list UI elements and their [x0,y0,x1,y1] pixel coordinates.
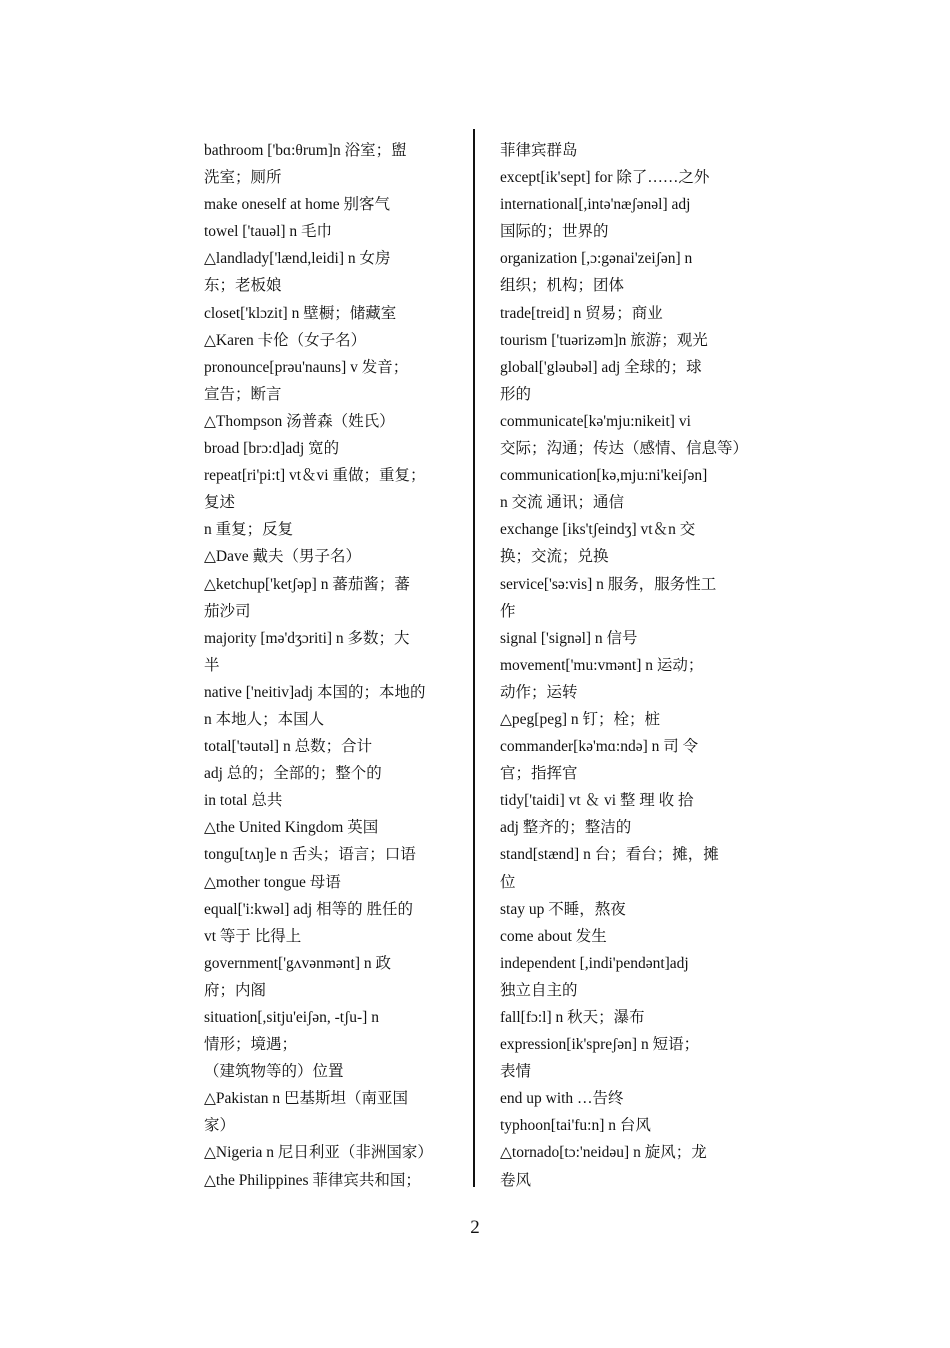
vocab-line: n 本地人；本国人 [204,710,325,728]
vocab-line: make oneself at home 别客气 [204,196,390,214]
vocab-line: 作 [500,602,516,620]
vocab-line: n 交流 通讯；通信 [500,494,625,512]
vocab-line: 半 [204,656,220,674]
vocab-line: △peg[peg] n 钉；栓；桩 [500,710,661,728]
right-column [500,137,748,1194]
vocab-line: stay up 不睡，熬夜 [500,900,626,918]
vocab-line: pronounce[prəu'nauns] v 发音； [204,358,409,376]
vocab-line: 宣告；断言 [204,385,282,403]
vocab-line: except[ik'sept] for 除了……之外 [500,169,710,187]
vocab-line: （建筑物等的）位置 [204,1063,344,1081]
vocab-line: adj 总的；全部的；整个的 [204,765,382,783]
vocab-line: △Dave 戴夫（男子名） [204,548,361,566]
vocab-line: expression[ik'spreʃən] n 短语； [500,1036,700,1054]
vocab-line: △tornado[tɔ:'neidəu] n 旋风；龙 [500,1144,707,1162]
vocab-line: △Nigeria n 尼日利亚（非洲国家） [204,1144,433,1162]
vocab-line: 洗室；厕所 [204,169,282,187]
vocab-line: 复述 [204,494,236,512]
vocab-line: △the United Kingdom 英国 [204,819,379,837]
vocab-line: native ['neitiv]adj 本国的；本地的 [204,683,426,701]
vocab-line: communication[kə,mju:ni'keiʃən] [500,467,708,485]
vocab-line: 换；交流；兑换 [500,548,609,566]
vocab-line: end up with …告终 [500,1090,624,1108]
left-column [204,137,452,1194]
vocab-line: △the Philippines 菲律宾共和国； [204,1171,421,1189]
vocab-line: 卷风 [500,1171,532,1189]
vocab-line: △Karen 卡伦（女子名） [204,331,367,349]
vocab-line: majority [mə'dʒɔriti] n 多数；大 [204,629,410,647]
vocab-line: 茄沙司 [204,602,251,620]
column-divider [473,129,475,1187]
vocab-line: 家） [204,1117,236,1135]
vocab-line: adj 整齐的；整洁的 [500,819,632,837]
vocab-line: movement['mu:vmənt] n 运动； [500,656,704,674]
vocab-line: organization [,ɔ:gənai'zeiʃən] n [500,250,693,268]
page-number: 2 [470,1217,480,1238]
vocab-line: service['sə:vis] n 服务，服务性工 [500,575,717,593]
vocab-line: 形的 [500,385,532,403]
vocab-line: government['gʌvənmənt] n 政 [204,954,392,972]
vocab-line: signal ['signəl] n 信号 [500,629,638,647]
vocab-line: 国际的；世界的 [500,223,609,241]
vocab-line: 菲律宾群岛 [500,142,578,159]
vocab-line: total['təutəl] n 总数；合计 [204,738,373,756]
vocab-line: global['gləubəl] adj 全球的；球 [500,358,702,376]
vocab-line: communicate[kə'mju:nikeit] vi [500,412,691,430]
vocab-line: tongu[tʌŋ]e n 舌头；语言；口语 [204,846,416,864]
vocab-line: tidy['taidi] vt ＆ vi 整 理 收 拾 [500,792,694,810]
vocab-line: equal['i:kwəl] adj 相等的 胜任的 [204,900,413,918]
vocab-line: situation[,sitju'eiʃən, -tʃu-] n [204,1009,379,1026]
vocab-line: trade[treid] n 贸易；商业 [500,304,663,322]
vocab-line: n 重复；反复 [204,521,294,539]
vocab-line: come about 发生 [500,927,607,945]
vocab-line: △landlady['lænd,leidi] n 女房 [204,250,391,268]
vocab-line: bathroom ['bɑ:θrum]n 浴室；盥 [204,142,407,159]
vocab-line: tourism ['tuərizəm]n 旅游；观光 [500,331,708,349]
vocab-line: 府；内阁 [204,981,267,999]
vocab-line: 官；指挥官 [500,765,578,783]
vocab-line: exchange [iks'tʃeindʒ] vt＆n 交 [500,521,696,539]
vocab-line: broad [brɔ:d]adj 宽的 [204,440,340,458]
vocab-line: 位 [500,873,516,891]
vocab-line: 交际；沟通；传达（感情、信息等） [500,440,749,458]
vocab-line: △Thompson 汤普森（姓氏） [204,412,395,430]
vocab-line: towel ['tauəl] n 毛巾 [204,223,333,241]
vocab-line: commander[kə'mɑ:ndə] n 司 令 [500,738,699,756]
vocab-line: repeat[ri'pi:t] vt＆vi 重做；重复； [204,467,426,485]
vocab-line: 情形；境遇； [204,1036,298,1054]
vocab-line: in total 总共 [204,792,283,810]
vocab-line: 动作；运转 [500,683,578,701]
vocab-line: independent [,indi'pendənt]adj [500,954,689,972]
vocab-line: closet['klɔzit] n 壁橱；储藏室 [204,304,397,322]
vocab-line: △ketchup['ketʃəp] n 蕃茄酱；蕃 [204,575,410,593]
vocab-line: vt 等于 比得上 [204,927,302,945]
vocab-line: stand[stænd] n 台；看台；摊，摊 [500,846,719,864]
vocab-line: international[,intə'næʃənəl] adj [500,196,691,214]
vocab-line: typhoon[tai'fu:n] n 台风 [500,1117,651,1135]
vocab-line: 组织；机构；团体 [500,277,625,295]
vocab-line: 东；老板娘 [204,277,282,295]
vocab-line: △Pakistan n 巴基斯坦（南亚国 [204,1090,408,1108]
vocab-line: fall[fɔ:l] n 秋天；瀑布 [500,1009,645,1026]
vocab-line: 独立自主的 [500,981,578,999]
vocab-line: △mother tongue 母语 [204,873,341,891]
vocab-line: 表情 [500,1063,532,1081]
